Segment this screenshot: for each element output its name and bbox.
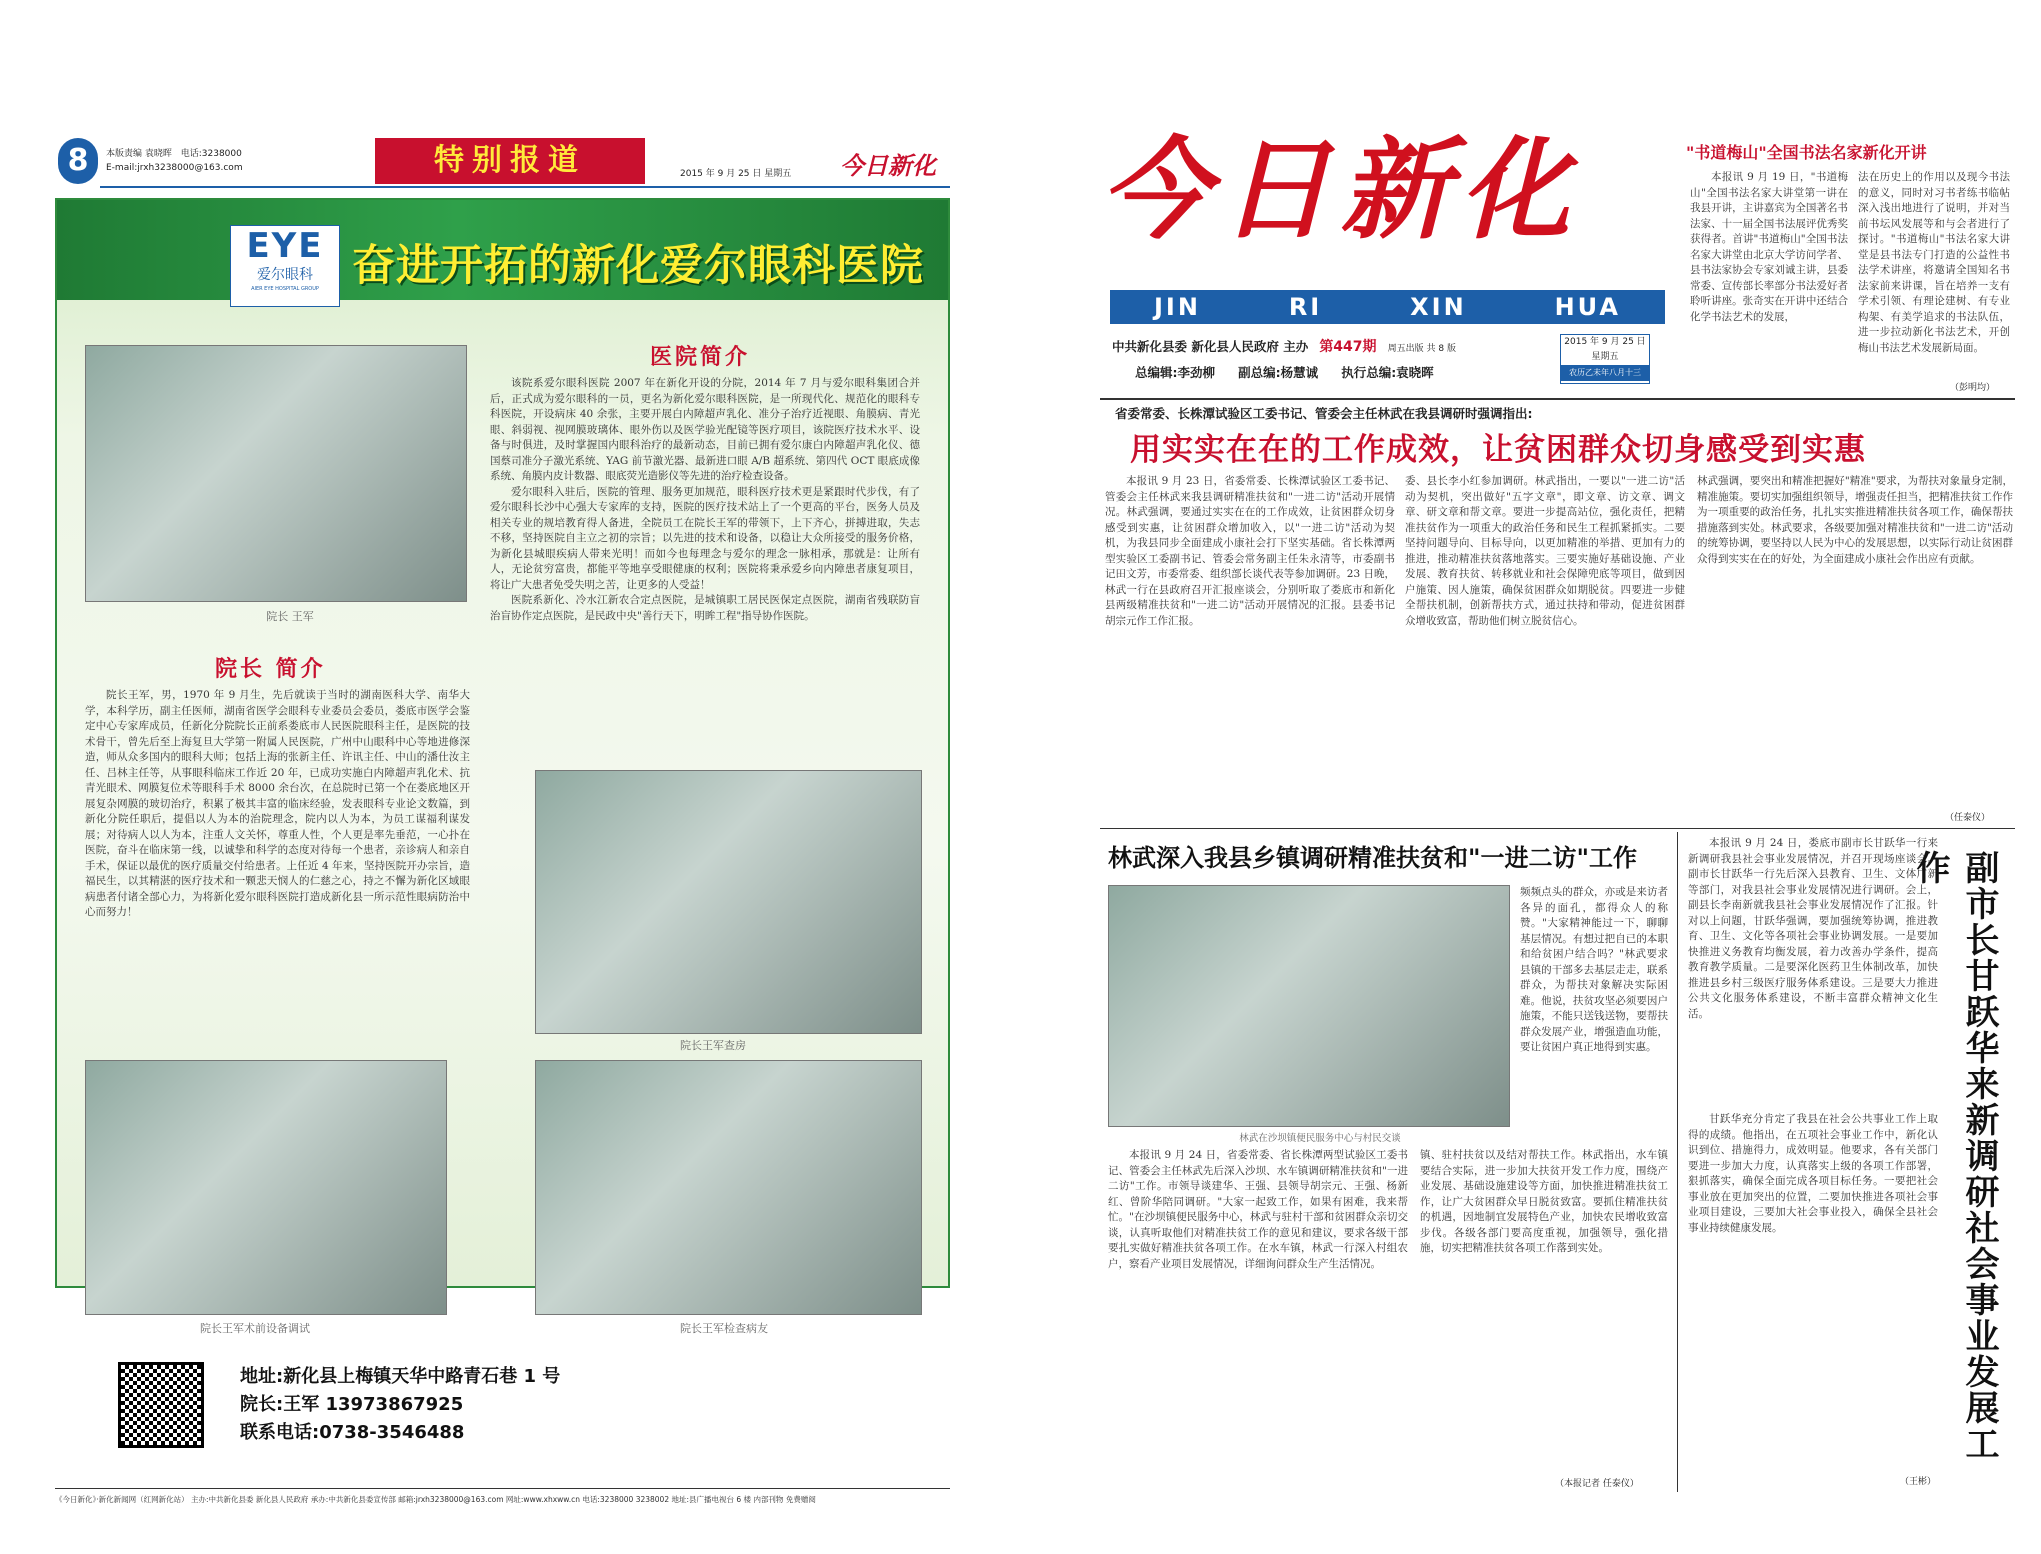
section-title: 特别报道 (375, 138, 645, 184)
pinyin-3: XIN (1410, 293, 1467, 321)
logo-letters: EYE (246, 226, 324, 266)
header-editor (106, 148, 366, 160)
hospital-intro-p1: 该院系爱尔眼科医院 2007 年在新化开设的分院，2014 年 7 月与爱尔眼科集团合并后，正式成为爱尔眼科的一员，更名为新化爱尔眼科医院，是一所现代化、规范化的眼科专科医院，开设病床 40 余张，主要开展白内障超声乳化、准分子治疗近视眼、角膜病、青光眼、斜弱视、视网膜玻璃体、眼外伤以及医学验光配镜等医疗项目，该院医疗技术水平、设备与时俱进，及时掌握国内眼科治疗的最新动态，目前已拥有爱尔康白内障超声乳化仪、德国蔡司准分子激光系统、YAG 前节激光器、最新进口眼 A/B 超系统、第四代 OCT 眼底成像系统、角膜内皮计数器、眼底荧光造影仪等先进的治疗检查设备。 (490, 377, 920, 482)
visit-photo-caption: 林武在沙坝镇便民服务中心与村民交谈 (1239, 1133, 1401, 1144)
logo-cn: 爱尔眼科 (257, 267, 313, 283)
pinyin-1: JIN (1153, 293, 1201, 321)
masthead-rule (1100, 398, 2015, 400)
footer-rule (55, 1488, 950, 1489)
masthead-title: 今日新化 (1100, 125, 1580, 254)
second-byline: （本报记者 任泰仪） (1555, 1479, 1639, 1489)
calligraphy-col2 (1858, 170, 2010, 380)
lead-col1 (1105, 474, 1395, 809)
issue-number: 第447期 (1319, 339, 1377, 355)
date-box (1560, 334, 1650, 384)
photo3-caption: 院长王军术前设备调试 (200, 1322, 310, 1335)
director-intro-heading: 院长 简介 (215, 656, 326, 682)
contact-phone: 联系电话:0738-3546488 (240, 1422, 465, 1443)
header-rule (100, 186, 950, 188)
calligraphy-col1 (1690, 170, 1848, 392)
footer-info: 《今日新化》·新化新闻网（红网新化站） 主办:中共新化县委 新化县人民政府 承办:中共新化县委宣传部 邮箱:jrxh3238000@163.com 网址:www.xhxww.cn 电话:3238000 3238002 地址:县广播电视台 6 楼 内部刊物 免费赠阅 (55, 1495, 816, 1504)
date-text: 2015 年 9 月 25 日 (1564, 337, 1646, 347)
page-number-badge: 8 (58, 138, 98, 184)
director-intro-p: 院长王军，男，1970 年 9 月生，先后就读于当时的湖南医科大学、南华大学，本科学历，副主任医师，湖南省医学会眼科专业委员会委员，娄底市医学会鉴定中心专家库成员，任新化分院院长正前系娄底市人民医院眼科主任，是医院的技术骨干，曾先后至上海复旦大学第一附属人民医院，广州中山眼科中心等地进修深造，师从众多国内的眼科大师；包括上海的张新主任、许讯主任、中山的潘仕汝主任、吕林主任等，从事眼科临床工作近 20 年，已成功实施白内障超声乳化术、抗青光眼术、网膜复位术等眼科手术 8000 余台次，在总院时已第一个在娄底地区开展复杂网膜的玻切治疗，积累了极其丰富的临床经验，发表眼科专业论文数篇，到新化分院任职后，提倡以人为本的治院理念，院内以人为本，为员工谋福利谋发展；对待病人以人为本，注重人文关怀，尊重人性，个人更是率先垂范，一心扑在医院，奋斗在临床第一线，以诚挚和科学的态度对待每一个患者，亲诊病人和亲自手术，保证以最优的医疗质量交付给患者。上任近 4 年来，坚持医院开办宗旨，造福民生，以其精湛的医疗技术和一颗悲天悯人的仁慈之心，持之不懈为新化区域眼病患者付诸全部心力，为将新化爱尔眼科医院打造成新化县一所示范性眼病防治中心而努力！ (85, 689, 470, 918)
third-col2-text: 甘跃华充分肯定了我县在社会公共事业工作上取得的成绩。他指出，在五项社会事业工作中，新化认识到位、措施得力，成效明显。他要求，各有关部门要进一步加大力度，认真落实上级的各项工作部署，狠抓落实，确保全面完成各项目标任务。一要把社会事业放在更加突出的位置，二要加快推进各项社会事业项目建设，三要加大社会事业投入，确保全县社会事业持续健康发展。 (1688, 1113, 1938, 1234)
masthead-info (1112, 336, 1622, 356)
hospital-intro-text (490, 376, 920, 746)
photo1-caption: 院长 王军 (266, 610, 314, 623)
third-byline: （王彬） (1900, 1477, 1937, 1487)
lead-byline: （任泰仪） (1945, 813, 1991, 823)
lead-col2-text: 委、县长李小红参加调研。林武指出，一要以"一进二访"活动为契机，突出做好"五字文章"，即文章、访文章、调文章、研文章和帮文章。要进一步提高站位，强化责任，把精准扶贫作为一项重大的政治任务和民生工程抓紧抓实。二要坚持问题导向、目标导向，以更加精准的举措、更加有力的推进，推动精准扶贫落地落实。三要实施好基础设施、产业发展、教育扶贫、转移就业和社会保障兜底等项目，做到因户施策、因人施策，确保贫困群众如期脱贫。四要进一步健全帮扶机制，创新帮扶方式，通过扶持和带动，促进贫困群众增收致富，帮助他们树立脱贫信心。 (1405, 475, 1685, 627)
calligraphy-byline: （彭明均） (1950, 383, 1996, 393)
frequency: 周五出版 共 8 版 (1387, 344, 1456, 354)
third-col1 (1688, 836, 1938, 1104)
second-col3 (1420, 1148, 1668, 1473)
patient-exam-photo (535, 1060, 922, 1315)
column-divider (1677, 832, 1678, 1492)
aier-logo (230, 225, 340, 307)
editors-line (1135, 362, 1615, 381)
lead-kicker: 省委常委、长株潭试验区工委书记、管委会主任林武在我县调研时强调指出: (1115, 406, 1533, 421)
third-col1-text: 本报讯 9 月 24 日，娄底市副市长甘跃华一行来新调研我县社会事业发展情况，并召开现场座谈会。副市长甘跃华一行先后深入县教育、卫生、文体广新等部门，对我县社会事业发展情况进行调研。会上，副县长李南新就我县社会事业发展情况作了汇报。针对以上问题，甘跃华强调，要加强统筹协调，推进教育、卫生、文化等各项社会事业协调发展。一是要加快推进义务教育均衡发展，着力改善办学条件，提高教育教学质量。二是要深化医药卫生体制改革，加快推进县乡村三级医疗服务体系建设。三是要大力推进公共文化服务体系建设，不断丰富群众精神文化生活。 (1688, 837, 1938, 1020)
lead-col3-text: 林武强调，要突出和精准把握好"精准"要求，为帮扶对象量身定制，精准施策。要切实加强组织领导，增强责任担当，把精准扶贫工作作为一项重要的政治任务，扎扎实实推进精准扶贫各项工作，确保帮扶措施落到实处。林武要求，各级要加强对精准扶贫和"一进二访"活动的统筹协调，要坚持以人民为中心的发展思想，以实际行动让贫困群众得到实实在在的好处，为全面建成小康社会作出应有贡献。 (1697, 475, 2013, 565)
lead-col1-text: 本报讯 9 月 23 日，省委常委、长株潭试验区工委书记、管委会主任林武来我县调研精准扶贫和"一进二访"活动开展情况。林武强调，要通过实实在在的工作成效，让贫困群众切身感受到实惠，让贫困群众增加收入，以"一进二访"活动为契机，为我县同步全面建成小康社会打下坚实基础。省长株潭两型实验区工委副书记、管委会常务副主任朱永清等，市委副书记田文芳，市委常委、组织部长谈代表等参加调研。23 日晚，林武一行在县政府召开汇报座谈会，分别听取了娄底市和新化县两级精准扶贫和"一进二访"活动开展情况的汇报。县委书记胡宗元作工作汇报。 (1105, 475, 1395, 627)
qr-code (118, 1362, 204, 1448)
contact-address: 地址:新化县上梅镇天华中路青石巷 1 号 (240, 1366, 561, 1387)
editor-phone: 电话:3238000 (180, 149, 242, 159)
ward-round-photo (535, 770, 922, 1034)
contact-block (240, 1363, 660, 1447)
third-vertical-title: 副市长甘跃华来新调研社会事业发展工作 (1910, 850, 1999, 1462)
second-col1 (1520, 885, 1668, 1140)
logo-en: AIER EYE HOSPITAL GROUP (251, 286, 319, 292)
pinyin-2: RI (1288, 293, 1323, 321)
lead-headline: 用实实在在的工作成效，让贫困群众切身感受到实惠 (1130, 432, 1866, 468)
contact-director: 院长:王军 13973867925 (240, 1394, 464, 1415)
header-masthead: 今日新化 (840, 151, 936, 180)
photo2-caption: 院长王军查房 (680, 1039, 746, 1052)
equipment-setup-photo (85, 1060, 447, 1315)
lead-col2 (1405, 474, 1685, 809)
right-page (1000, 0, 2041, 1554)
hospital-intro-heading: 医院简介 (650, 344, 751, 370)
third-col2 (1688, 1112, 1938, 1472)
director-portrait-photo (85, 345, 467, 602)
calligraphy-col2-text: 法在历史上的作用以及现今书法的意义，同时对习书者练书临帖深入浅出地进行了说明，并对当前书坛风发展等和与会者进行了探讨。"书道梅山"书法名家大讲堂是县书法专门打造的公益性书法学术讲座，将邀请全国知名书法家前来讲课，旨在培养一支有学术引领、有理论建树、有专业构架、有美学追求的书法队伍，进一步拉动新化书法艺术，开创梅山书法艺术发展新局面。 (1858, 171, 2010, 354)
visit-photo (1108, 885, 1510, 1127)
calligraphy-col1-text: 本报讯 9 月 19 日，"书道梅山"全国书法名家大讲堂第一讲在我县开讲，主讲嘉宾为全国著名书法家、十一届全国书法展评优秀奖获得者。首讲"书道梅山"全国书法名家大讲堂由北京大学访问学者、县书法家协会专家刘诚主讲，县委常委、宣传部长率部分书法爱好者聆听讲座。张奇实在开讲中还结合化学书法艺术的发展， (1690, 171, 1848, 323)
lunar-text: 农历乙未年八月十三 (1561, 365, 1649, 381)
header-email: E-mail:jrxh3238000@163.com (106, 163, 243, 173)
weekday-text: 星期五 (1591, 352, 1619, 362)
calligraphy-article-title: "书道梅山"全国书法名家新化开讲 (1686, 143, 1927, 162)
left-page (0, 0, 1000, 1554)
photo4-caption: 院长王军检查病友 (680, 1322, 768, 1335)
second-col1-text: 频频点头的群众，亦或是来访者各异的面孔，都得众人的称赞。"大家精神能过一下，聊聊基层情况。有想过把自已的本职和给贫困户结合吗？"林武要求县镇的干部多去基层走走，联系群众，为帮扶对象解决实际困难。他说，扶贫攻坚必须要因户施策，不能只送钱送物，要帮扶群众发展产业，增强造血功能，要让贫困户真正地得到实惠。 (1520, 886, 1668, 1053)
banner-title: 奋进开拓的新化爱尔眼科医院 (352, 241, 924, 291)
editor-chief: 总编辑:李劲柳 (1135, 365, 1215, 380)
hospital-intro-p2: 爱尔眼科入驻后，医院的管理、服务更加规范，眼科医疗技术更是紧跟时代步伐，有了爱尔眼科长沙中心强大专家库的支持，医院的医疗技术站上了一个更高的平台，医务人员及相关专业的规培教育得人备进，全院员工在院长王军的带领下，上下齐心，拼搏进取，失志不移，坚持医院自主立之初的宗旨；以先进的技术和设备，以稳让大众所接受的服务价格，为新化县城眼疾病人带来光明！而如今也每理念与爱尔的理念一脉相承，那就是：让所有人，无论贫穷富贵，都能平等地享受眼健康的权利；医院将秉承爱乡向内障患者康复项目，将让广大患者免受失明之苦，让更多的人受益！ (490, 485, 920, 591)
pinyin-4: HUA (1554, 293, 1621, 321)
header-date: 2015 年 9 月 25 日 星期五 (680, 169, 792, 179)
second-headline: 林武深入我县乡镇调研精准扶贫和"一进二访"工作 (1108, 844, 1638, 872)
director-intro-text (85, 688, 470, 1046)
editor-label: 本版责编 袁晓晖 (106, 149, 172, 159)
pinyin-bar (1110, 290, 1665, 324)
sponsor: 中共新化县委 新化县人民政府 主办 (1112, 339, 1309, 354)
lead-col3 (1697, 474, 2013, 809)
deputy-editor: 副总编:杨慧诚 (1238, 365, 1319, 380)
lead-rule (1100, 828, 2015, 829)
hospital-intro-p3: 医院系新化、冷水江新农合定点医院，是城镇职工居民医保定点医院，湖南省残联防盲治盲协作定点医院，是民政中央"善行天下，明眸工程"指导协作医院。 (490, 594, 920, 622)
second-col2 (1108, 1148, 1408, 1488)
exec-editor: 执行总编:袁晓晖 (1341, 365, 1434, 380)
second-col2-text: 本报讯 9 月 24 日，省委常委、省长株潭两型试验区工委书记、管委会主任林武先后深入沙坝、水车镇调研精准扶贫和"一进二访"工作。市领导谈建华、王强、县领导胡宗元、王强、杨新红、曾阶华陪同调研。"大家一起致工作，如果有困难，我来帮忙。"在沙坝镇便民服务中心，林武与驻村干部和贫困群众亲切交谈，认真听取他们对精准扶贫工作的意见和建议，要求各级干部要扎实做好精准扶贫各项工作。在水车镇，林武一行深入村组农户，察看产业项目发展情况，详细询问群众生产生活情况。 (1108, 1149, 1408, 1270)
second-col3-text: 镇、驻村扶贫以及结对帮扶工作。林武指出，水车镇要结合实际，进一步加大扶贫开发工作力度，围绕产业发展、基础设施建设等方面，加快推进精准扶贫工作，让广大贫困群众早日脱贫致富。要抓住精准扶贫的机遇，因地制宜发展特色产业，加快农民增收致富步伐。各级各部门要高度重视，加强领导，强化措施，切实把精准扶贫各项工作落到实处。 (1420, 1149, 1668, 1254)
